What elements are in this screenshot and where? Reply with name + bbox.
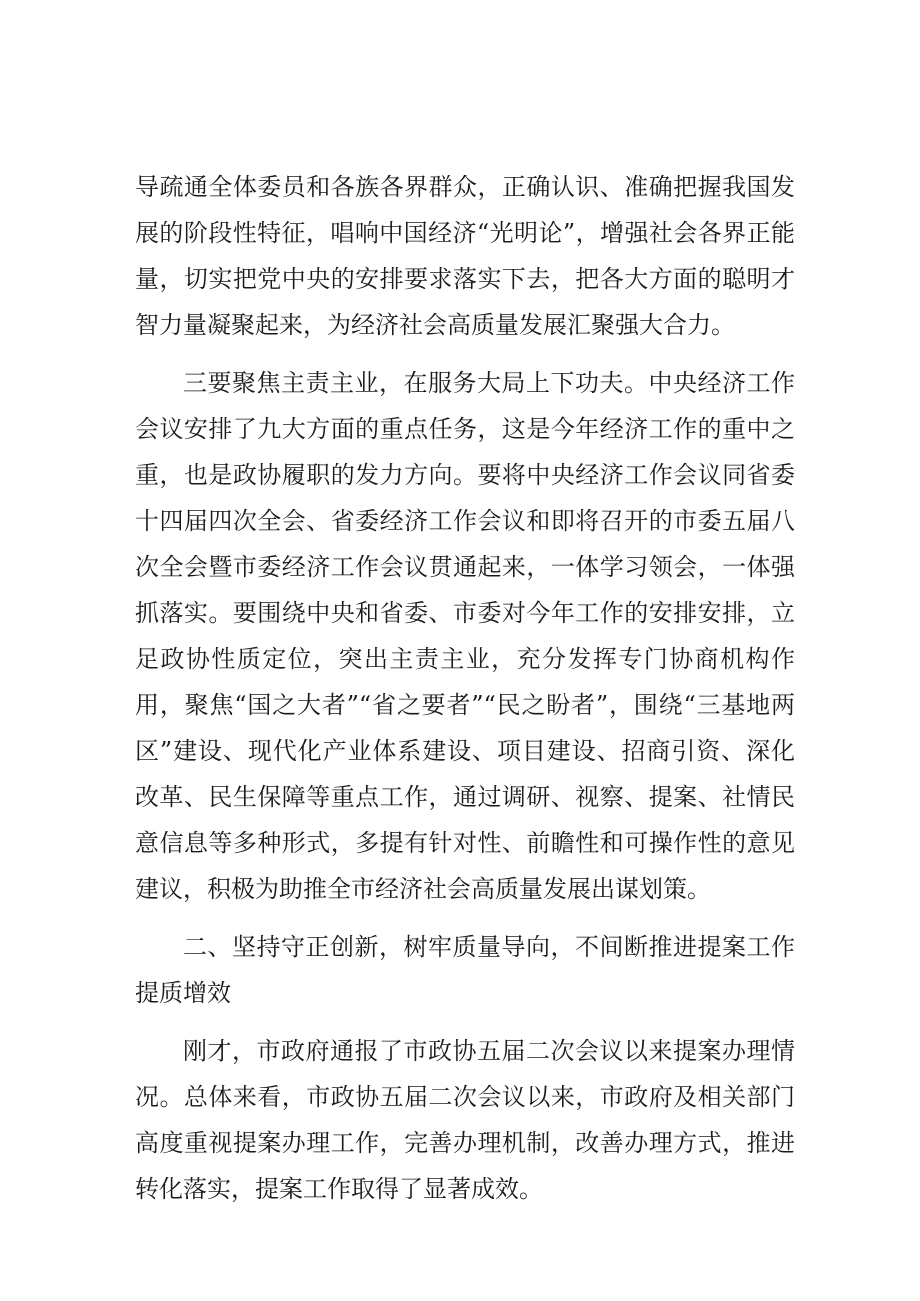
document-body (135, 164, 795, 1224)
paragraph-continued: 导疏通全体委员和各族各界群众，正确认识、准确把握我国发展的阶段性特征，唱响中国经济“光明论”，增强社会各界正能量，切实把党中央的安排要求落实下去，把各大方面的聪明才智力量凝聚起来，为经济社会高质量发展汇聚强大合力。 (135, 173, 795, 339)
paragraph-point-three: 三要聚焦主责主业，在服务大局上下功夫。中央经济工作会议安排了九大方面的重点任务，这是今年经济工作的重中之重，也是政协履职的发力方向。要将中央经济工作会议同省委十四届四次全会、省委经济工作会议和即将召开的市委五届八次全会暨市委经济工作会议贯通起来，一体学习领会，一体强抓落实。要围绕中央和省委、市委对今年工作的安排安排，立足政协性质定位，突出主责主业，充分发挥专门协商机构作用，聚焦“国之大者”“省之要者”“民之盼者”，围绕“三基地两区”建设、现代化产业体系建设、项目建设、招商引资、深化改革、民生保障等重点工作，通过调研、视察、提案、社情民意信息等多种形式，多提有针对性、前瞻性和可操作性的意见建议，积极为助推全市经济社会高质量发展出谋划策。 (135, 369, 795, 903)
paragraph-proposal-report: 刚才，市政府通报了市政协五届二次会议以来提案办理情况。总体来看，市政协五届二次会议以来，市政府及相关部门高度重视提案办理工作，完善办理机制，改善办理方式，推进转化落实，提案工作取得了显著成效。 (135, 1037, 795, 1203)
section-heading-two: 二、坚持守正创新，树牢质量导向，不间断推进提案工作提质增效 (135, 933, 795, 1007)
